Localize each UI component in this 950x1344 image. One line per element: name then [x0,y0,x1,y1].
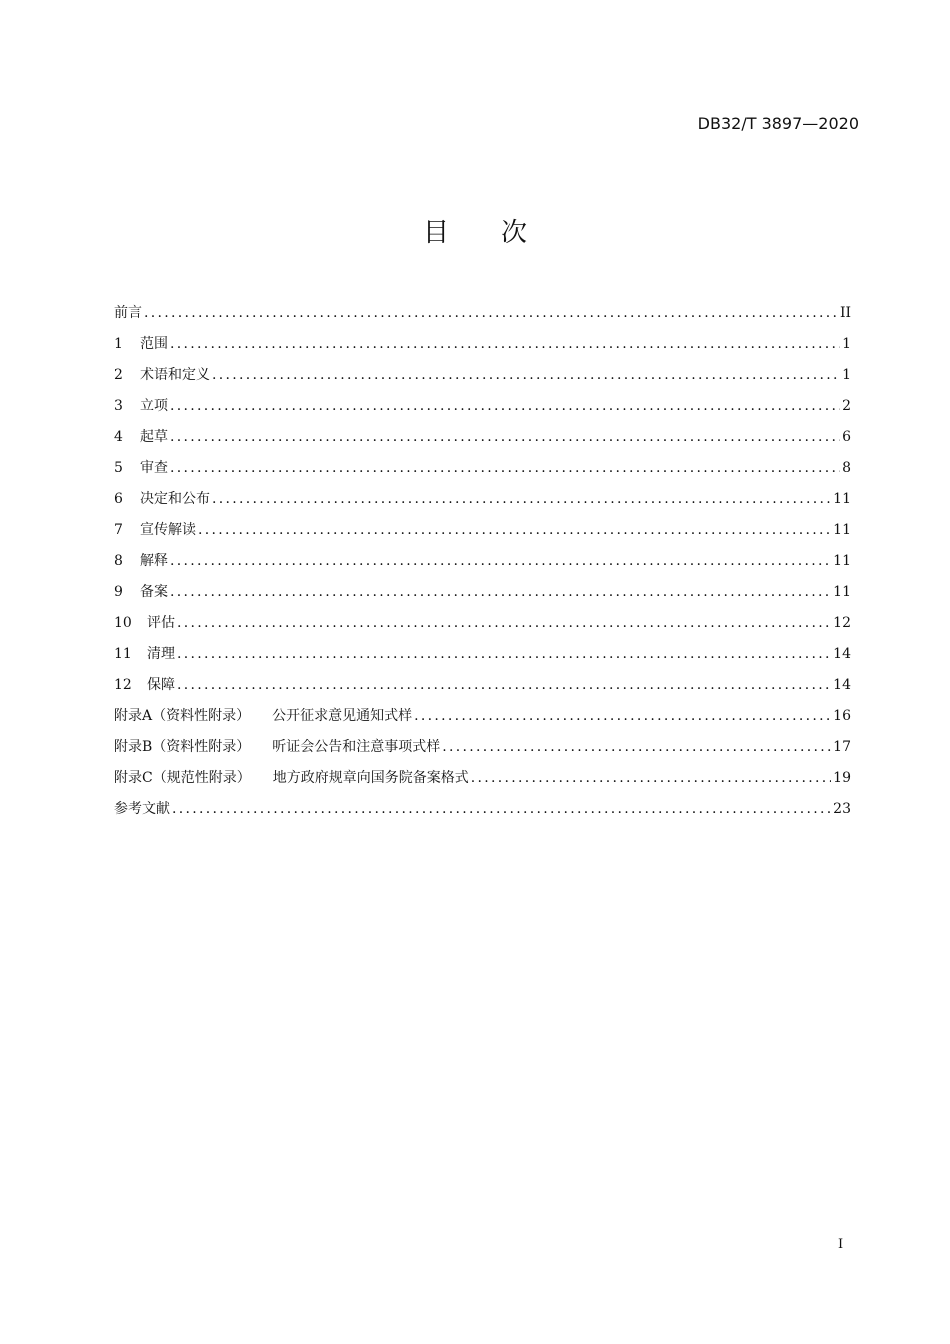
dot-leader [144,305,838,321]
toc-entry[interactable] [114,643,851,674]
toc-entry-label: 保障 [147,677,175,693]
toc-entry-label: 范围 [140,336,168,352]
toc-entry-page: 14 [833,646,851,662]
toc-entry-number: 6 [114,491,123,507]
toc-entry[interactable] [114,612,851,643]
toc-entry[interactable] [114,581,851,612]
toc-entry[interactable] [114,705,851,736]
toc-entry-label: 决定和公布 [140,491,210,507]
toc-entry-number: 3 [114,398,123,414]
dot-leader [177,615,831,631]
toc-entry[interactable] [114,426,851,457]
toc-entry-page: 6 [842,429,851,445]
toc-entry-page: 8 [842,460,851,476]
dot-leader [212,491,831,507]
toc-entry[interactable] [114,333,851,364]
toc-entry[interactable] [114,767,851,798]
toc-entry[interactable] [114,736,851,767]
toc-entry-label: 听证会公告和注意事项式样 [272,739,441,755]
toc-entry-label: 宣传解读 [140,522,196,538]
dot-leader [198,522,831,538]
toc-entry-page: 11 [833,522,851,538]
dot-leader [170,584,831,600]
toc-entry-number: 1 [114,336,123,352]
toc-entry-page: II [839,305,851,321]
toc-entry-label: 审查 [140,460,168,476]
dot-leader [177,646,831,662]
toc-entry[interactable] [114,302,851,333]
toc-entry-label: 公开征求意见通知式样 [272,708,413,724]
toc-entry-label: 起草 [140,429,168,445]
toc-entry-page: 17 [833,739,851,755]
toc-entry-number: 附录B（资料性附录） [114,739,251,755]
document-id: DB32/T 3897—2020 [697,114,859,133]
toc-entry-label: 地方政府规章向国务院备案格式 [272,770,469,786]
toc-entry-number: 4 [114,429,123,445]
toc-entry-label: 参考文献 [114,801,170,817]
toc-entry-number: 附录C（规范性附录） [114,770,251,786]
toc-entry-label: 评估 [147,615,175,631]
toc-entry[interactable] [114,519,851,550]
toc-entry-number: 11 [114,646,132,662]
toc-entry[interactable] [114,395,851,426]
toc-entry-number: 附录A（资料性附录） [114,708,251,724]
toc-entry-label: 立项 [140,398,168,414]
toc-entry[interactable] [114,457,851,488]
dot-leader [170,460,840,476]
toc-entry-label: 前言 [114,305,142,321]
dot-leader [170,429,840,445]
toc-entry-number: 2 [114,367,123,383]
toc-entry-number: 8 [114,553,123,569]
dot-leader [170,336,840,352]
toc-entry-number: 10 [114,615,132,631]
toc-entry[interactable] [114,364,851,395]
toc-entry-page: 11 [833,553,851,569]
dot-leader [170,398,840,414]
toc-entry-label: 术语和定义 [140,367,210,383]
toc-entry-page: 14 [833,677,851,693]
dot-leader [212,367,840,383]
toc-entry-number: 12 [114,677,132,693]
toc-entry[interactable] [114,798,851,829]
toc-entry[interactable] [114,674,851,705]
dot-leader [414,708,831,724]
toc-entry-number: 5 [114,460,123,476]
dot-leader [442,739,831,755]
dot-leader [170,553,831,569]
toc-entry-label: 解释 [140,553,168,569]
table-of-contents [114,302,851,829]
toc-entry-label: 备案 [140,584,168,600]
dot-leader [172,801,831,817]
dot-leader [177,677,831,693]
dot-leader [471,770,831,786]
toc-entry[interactable] [114,488,851,519]
toc-entry-number: 7 [114,522,123,538]
toc-entry-page: 12 [833,615,851,631]
toc-entry-page: 1 [842,336,851,352]
page-title: 目次 [422,218,579,248]
toc-entry-page: 1 [842,367,851,383]
page-number: I [838,1237,844,1252]
toc-entry-page: 19 [833,770,851,786]
toc-entry[interactable] [114,550,851,581]
toc-entry-number: 9 [114,584,123,600]
toc-entry-page: 2 [842,398,851,414]
toc-entry-page: 11 [833,491,851,507]
toc-entry-page: 16 [833,708,851,724]
toc-entry-page: 23 [833,801,851,817]
toc-entry-label: 清理 [147,646,175,662]
toc-entry-page: 11 [833,584,851,600]
